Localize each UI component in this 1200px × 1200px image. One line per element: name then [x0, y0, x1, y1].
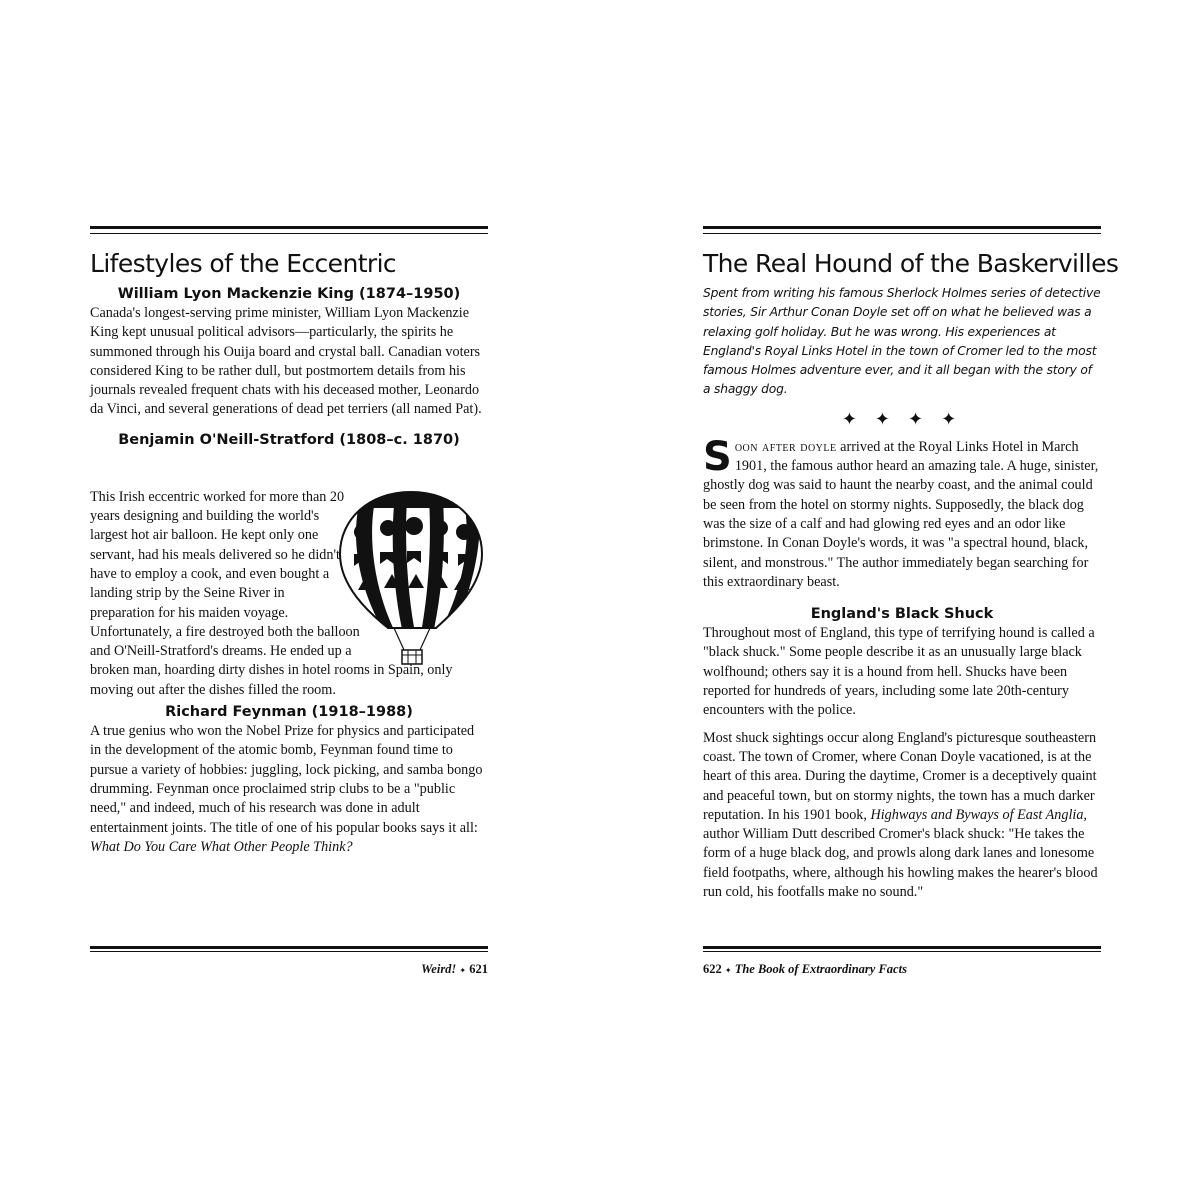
right-page	[703, 226, 1119, 976]
ornament-divider: ✦✦✦✦	[841, 408, 975, 430]
section-heading: William Lyon Mackenzie King (1874–1950)	[117, 286, 461, 302]
book-title: What Do You Care What Other People Think?	[90, 838, 353, 855]
left-page	[90, 226, 488, 976]
page-title: The Real Hound of the Baskervilles	[703, 249, 1119, 278]
body-paragraph	[703, 729, 1101, 903]
top-double-rule	[703, 226, 1101, 234]
section-heading: England's Black Shuck	[810, 606, 994, 623]
section-heading: Richard Feynman (1918–1988)	[165, 704, 413, 721]
page-number: 622	[703, 962, 722, 976]
bottom-double-rule	[703, 946, 1101, 952]
body-text: author William Dutt described Cromer's black shuck: "He takes the form of a huge black dog, and prowls along dark lanes and lonesome field footpaths, where, although his howling makes the hearer's blood run cold, his footfalls make no sound."	[703, 826, 1098, 901]
section-body-text: A true genius who won the Nobel Prize for physics and participated in the development of the atomic bomb, Feynman found time to pursue a variety of hobbies: juggling, lock picking, and samba bongo drumming. Feynman once proclaimed strip clubs to be a "public need," and indeed, much of his research was done in adult entertainment joints. The title of one of his popular books says it all:	[90, 723, 483, 836]
page-title: Lifestyles of the Eccentric	[90, 249, 397, 278]
body-paragraph: Throughout most of England, this type of terrifying hound is called a "black shuck." Some people describe it as an unusually large black wolfhound; others say it is a hound from hell. Shucks have been reported for hundreds of years, including some late 20th-century encounters with the police.	[703, 625, 1095, 719]
footer-separator-icon: ✦	[724, 966, 732, 975]
lead-paragraph	[703, 433, 1101, 592]
section-body-text: This Irish eccentric worked for more than 20 years designing and building the world's largest hot air balloon. He kept only one servant, had his meals delivered so he didn't have to employ a cook, and even bought a landing strip by the Seine River in preparation for his maiden voyage. Unfortunately, a fire destroyed both the balloon and O'Neill-Stratford's dreams. He ended up a broken man, hoarding dirty dishes in hotel rooms in Spain, only moving out after the dishes filled the room.	[90, 488, 453, 698]
running-title: Weird!	[421, 962, 457, 976]
page-footer	[703, 962, 1101, 977]
bottom-double-rule	[90, 946, 488, 952]
page-number: 621	[469, 962, 488, 976]
drop-cap: S	[703, 433, 732, 480]
section-heading: Benjamin O'Neill-Stratford (1808–c. 1870)	[118, 431, 460, 448]
lead-body: arrived at the Royal Links Hotel in March 1901, the famous author heard an amazing tale. A huge, sinister, ghostly dog was said to haunt the nearby coast, and the animal could be seen from the hotel on stormy nights. Supposedly, the black dog was the size of a calf and had glowing red eyes and an odor like brimstone. In Conan Doyle's words, it was "a spectral hound, black, silent, and monstrous." The author immediately began searching for this extraordinary beast.	[703, 438, 1099, 590]
footer-separator-icon: ✦	[459, 966, 467, 975]
lead-smallcaps: oon after doyle	[734, 438, 837, 455]
running-title: The Book of Extraordinary Facts	[734, 962, 907, 976]
section-body	[90, 722, 488, 857]
book-title: Highways and Byways of East Anglia,	[870, 806, 1087, 823]
section-body-with-illustration	[90, 450, 488, 700]
intro-paragraph: Spent from writing his famous Sherlock Holmes series of detective stories, Sir Arthur Conan Doyle set off on what he believed was a relaxing golf holiday. But he was wrong. His experiences at England's Royal Links Hotel in the town of Cromer led to the most famous Holmes adventure ever, and it all began with the story of a shaggy dog.	[703, 286, 1101, 397]
section-body: Canada's longest-serving prime minister, William Lyon Mackenzie King kept unusual political advisors—particularly, the spirits he summoned through his Ouija board and crystal ball. Canadian voters considered King to be rather dull, but postmortem details from his journals revealed frequent chats with his deceased mother, Leonardo da Vinci, and several generations of dead pet terriers (all named Pat).	[90, 305, 482, 418]
body-text: Most shuck sightings occur along England's picturesque southeastern coast. The town of Cromer, where Conan Doyle vacationed, is at the heart of this area. During the daytime, Cromer is a deceptively quaint and peaceful town, but on stormy nights, the town has a much darker reputation. In his 1901 book,	[703, 729, 1097, 823]
top-double-rule	[90, 226, 488, 234]
page-footer	[90, 962, 488, 977]
